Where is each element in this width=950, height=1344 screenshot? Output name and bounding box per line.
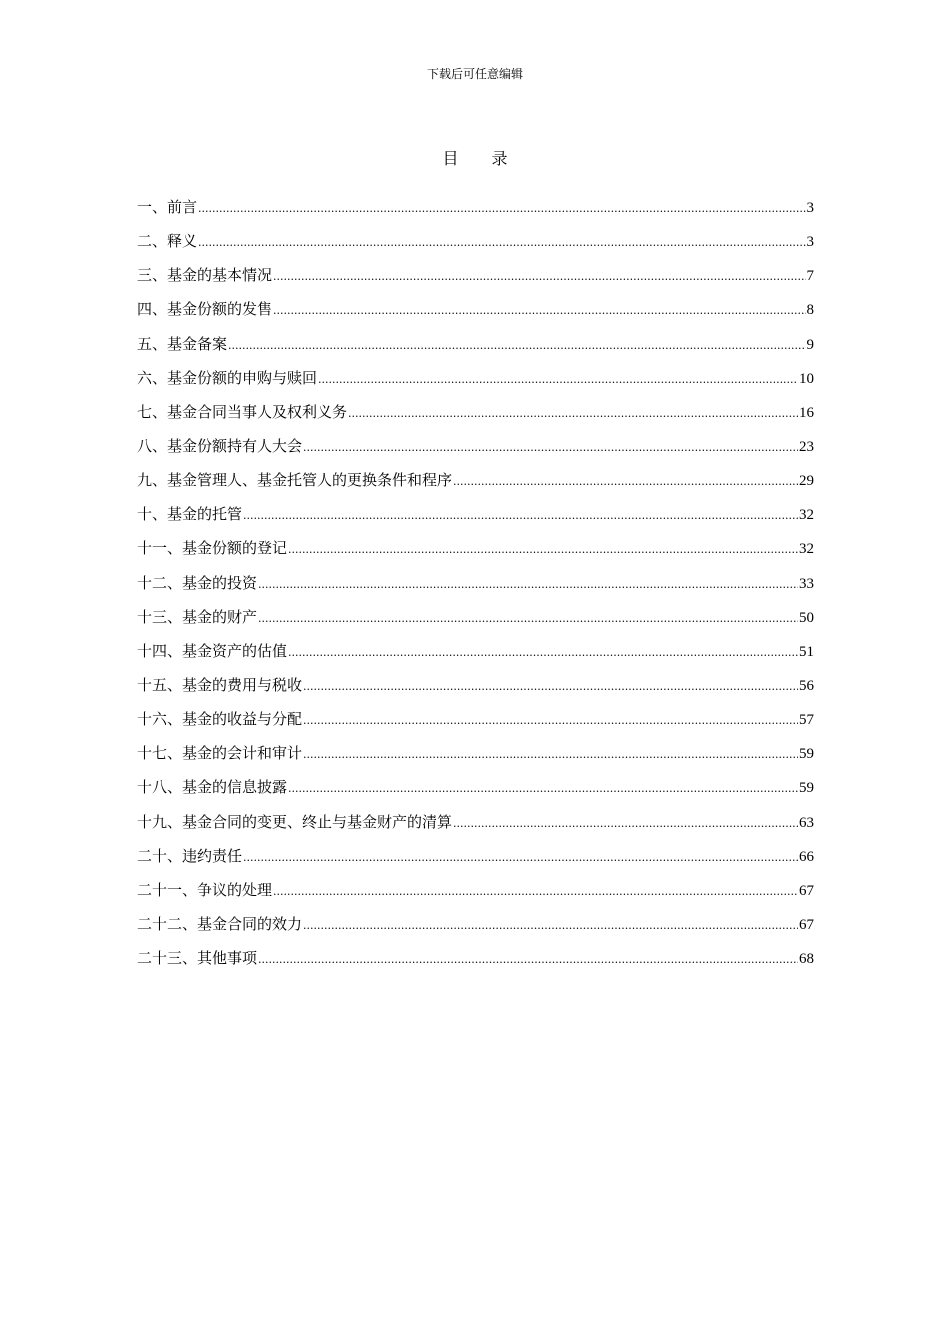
toc-entry-page: 56 — [799, 677, 814, 694]
toc-entry-page: 68 — [799, 951, 814, 968]
toc-dot-leader — [258, 608, 798, 630]
toc-entry-page: 51 — [799, 643, 814, 660]
toc-entry[interactable] — [137, 845, 814, 879]
toc-dot-leader — [288, 778, 798, 800]
toc-dot-leader — [303, 915, 798, 937]
toc-entry[interactable] — [137, 947, 814, 981]
toc-entry[interactable] — [137, 333, 814, 367]
toc-entry-label: 六、基金份额的申购与赎回 — [137, 368, 318, 387]
toc-entry-page: 67 — [799, 882, 814, 899]
toc-entry-label: 十七、基金的会计和审计 — [137, 744, 303, 763]
toc-title: 目 录 — [442, 149, 522, 168]
toc-entry[interactable] — [137, 298, 814, 332]
toc-entry[interactable] — [137, 196, 814, 230]
toc-entry-label: 十六、基金的收益与分配 — [137, 710, 303, 729]
toc-entry-page: 63 — [799, 814, 814, 831]
toc-entry[interactable] — [137, 367, 814, 401]
toc-entry-page: 10 — [799, 370, 814, 387]
toc-entry-label: 十二、基金的投资 — [137, 573, 258, 592]
toc-entry-label: 二十二、基金合同的效力 — [137, 914, 303, 933]
toc-entry-page: 23 — [799, 438, 814, 455]
toc-entry-label: 十八、基金的信息披露 — [137, 778, 288, 797]
toc-entry[interactable] — [137, 606, 814, 640]
toc-entry[interactable] — [137, 572, 814, 606]
toc-dot-leader — [273, 300, 805, 322]
toc-entry[interactable] — [137, 913, 814, 947]
toc-entry-label: 二十三、其他事项 — [137, 949, 258, 968]
toc-entry-page: 32 — [799, 541, 814, 558]
toc-entry-page: 7 — [806, 268, 814, 285]
toc-dot-leader — [273, 266, 805, 288]
toc-entry-page: 67 — [799, 916, 814, 933]
toc-dot-leader — [198, 232, 805, 254]
toc-entry-label: 二、释义 — [137, 232, 198, 251]
toc-entry-page: 3 — [806, 200, 814, 216]
toc-dot-leader — [258, 949, 798, 971]
toc-dot-leader — [288, 539, 798, 561]
toc-entry-page: 50 — [799, 609, 814, 626]
toc-entry[interactable] — [137, 811, 814, 845]
toc-entry-label: 十五、基金的费用与税收 — [137, 675, 303, 694]
toc-entry[interactable] — [137, 879, 814, 913]
toc-entry-page: 33 — [799, 575, 814, 592]
toc-dot-leader — [453, 813, 798, 835]
toc-dot-leader — [228, 335, 805, 357]
toc-entry-label: 一、前言 — [137, 198, 198, 216]
toc-entry[interactable] — [137, 435, 814, 469]
toc-entry[interactable] — [137, 742, 814, 776]
toc-entry-label: 十一、基金份额的登记 — [137, 539, 288, 558]
toc-entry-page: 59 — [799, 746, 814, 763]
toc-dot-leader — [303, 676, 798, 698]
toc-dot-leader — [198, 198, 805, 220]
toc-entry-page: 9 — [806, 336, 814, 353]
toc-entry-page: 16 — [799, 404, 814, 421]
toc-dot-leader — [288, 642, 798, 664]
toc-entry[interactable] — [137, 776, 814, 810]
toc-entry-page: 8 — [806, 302, 814, 319]
toc-dot-leader — [453, 471, 798, 493]
toc-dot-leader — [348, 403, 798, 425]
toc-entry[interactable] — [137, 674, 814, 708]
toc-entry[interactable] — [137, 503, 814, 537]
toc-dot-leader — [243, 847, 798, 869]
toc-entry-label: 三、基金的基本情况 — [137, 266, 273, 285]
toc-entry-page: 57 — [799, 712, 814, 729]
toc-entry[interactable] — [137, 469, 814, 503]
toc-entry-page: 59 — [799, 780, 814, 797]
toc-entry-label: 五、基金备案 — [137, 334, 228, 353]
toc-entry-label: 十、基金的托管 — [137, 505, 243, 524]
toc-entry-page: 29 — [799, 473, 814, 490]
toc-entry[interactable] — [137, 537, 814, 571]
toc-entry-label: 十三、基金的财产 — [137, 607, 258, 626]
toc-entry-label: 七、基金合同当事人及权利义务 — [137, 402, 348, 421]
toc-dot-leader — [273, 881, 798, 903]
toc-dot-leader — [318, 369, 798, 391]
toc-entry[interactable] — [137, 264, 814, 298]
toc-entry-label: 十四、基金资产的估值 — [137, 641, 288, 660]
toc-entry-page: 66 — [799, 848, 814, 865]
table-of-contents — [137, 196, 814, 981]
toc-dot-leader — [303, 710, 798, 732]
toc-entry-page: 32 — [799, 507, 814, 524]
toc-entry-label: 十九、基金合同的变更、终止与基金财产的清算 — [137, 812, 453, 831]
toc-entry-label: 二十、违约责任 — [137, 846, 243, 865]
toc-entry[interactable] — [137, 230, 814, 264]
toc-entry-label: 九、基金管理人、基金托管人的更换条件和程序 — [137, 471, 453, 490]
toc-dot-leader — [258, 574, 798, 596]
toc-entry-page: 3 — [806, 234, 814, 251]
page-header-note: 下载后可任意编辑 — [426, 67, 523, 81]
toc-entry-label: 八、基金份额持有人大会 — [137, 436, 303, 455]
toc-entry[interactable] — [137, 708, 814, 742]
toc-dot-leader — [303, 437, 798, 459]
toc-dot-leader — [303, 744, 798, 766]
toc-dot-leader — [243, 505, 798, 527]
toc-entry[interactable] — [137, 401, 814, 435]
toc-entry[interactable] — [137, 640, 814, 674]
toc-entry-label: 四、基金份额的发售 — [137, 300, 273, 319]
toc-entry-label: 二十一、争议的处理 — [137, 880, 273, 899]
